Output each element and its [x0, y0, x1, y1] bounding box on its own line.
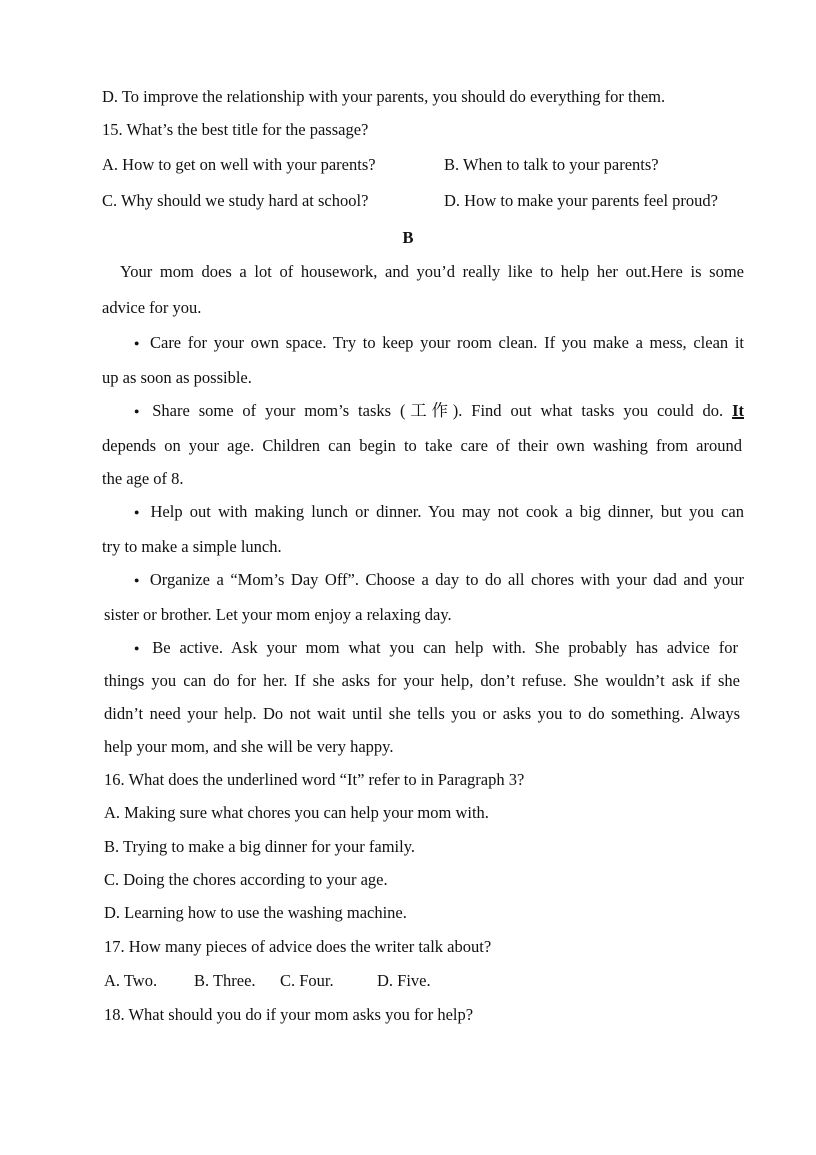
- q17-option-b: B. Three.: [194, 971, 256, 990]
- advice-3-text: Help out with making lunch or dinner. You may not cook a big dinner, but you can: [150, 502, 744, 521]
- q15-option-c: C. Why should we study hard at school?: [102, 191, 369, 210]
- q17-option-a: A. Two.: [104, 971, 158, 990]
- q16-option-b: B. Trying to make a big dinner for your family.: [104, 837, 416, 856]
- q15-stem: 15. What’s the best title for the passage?: [102, 120, 369, 139]
- advice-4-text: Organize a “Mom’s Day Off”. Choose a day to do all chores with your dad and your: [149, 570, 744, 589]
- advice-4-line-1: [134, 570, 744, 592]
- advice-1-line-2: up as soon as possible.: [102, 368, 252, 387]
- q17-option-c: C. Four.: [280, 971, 334, 990]
- advice-5-line-1: [134, 638, 738, 660]
- intro-line-2: advice for you.: [102, 298, 202, 317]
- q15-option-d: D. How to make your parents feel proud?: [444, 191, 718, 210]
- advice-3-line-2: try to make a simple lunch.: [102, 537, 282, 556]
- advice-5-text: Be active. Ask your mom what you can help with. She probably has advice for: [152, 638, 738, 657]
- q17-option-d: D. Five.: [377, 971, 431, 990]
- advice-2-text: Share some of your mom’s tasks (工作). Find out what tasks you could do.: [152, 401, 724, 420]
- q15-option-b: B. When to talk to your parents?: [444, 155, 659, 174]
- underlined-word-it: It: [732, 401, 744, 420]
- advice-4-line-2: sister or brother. Let your mom enjoy a relaxing day.: [104, 605, 452, 624]
- q16-option-a: A. Making sure what chores you can help your mom with.: [104, 803, 489, 822]
- advice-1-text: Care for your own space. Try to keep your room clean. If you make a mess, clean it: [149, 333, 744, 352]
- q16-stem: 16. What does the underlined word “It” refer to in Paragraph 3?: [104, 770, 525, 789]
- advice-2-line-1: [134, 401, 744, 423]
- q15-option-a: A. How to get on well with your parents?: [102, 155, 376, 174]
- advice-5-line-3: didn’t need your help. Do not wait until she tells you or asks you to do something. Always: [104, 704, 740, 723]
- advice-5-line-4: help your mom, and she will be very happy.: [104, 737, 394, 756]
- advice-1-line-1: [134, 333, 744, 355]
- section-heading: B: [402, 228, 414, 247]
- advice-2-line-2: depends on your age. Children can begin to take care of their own washing from around: [102, 436, 742, 455]
- q14-option-d: D. To improve the relationship with your parents, you should do everything for them.: [102, 87, 666, 106]
- advice-3-line-1: [134, 502, 744, 524]
- q16-option-c: C. Doing the chores according to your age.: [104, 870, 388, 889]
- intro-line-1: Your mom does a lot of housework, and you’d really like to help her out.Here is some: [120, 262, 744, 281]
- advice-2-line-3: the age of 8.: [102, 469, 184, 488]
- q16-option-d: D. Learning how to use the washing machine.: [104, 903, 407, 922]
- q17-stem: 17. How many pieces of advice does the writer talk about?: [104, 937, 492, 956]
- q18-stem: 18. What should you do if your mom asks you for help?: [104, 1005, 474, 1024]
- advice-5-line-2: things you can do for her. If she asks for your help, don’t refuse. She wouldn’t ask if she: [104, 671, 740, 690]
